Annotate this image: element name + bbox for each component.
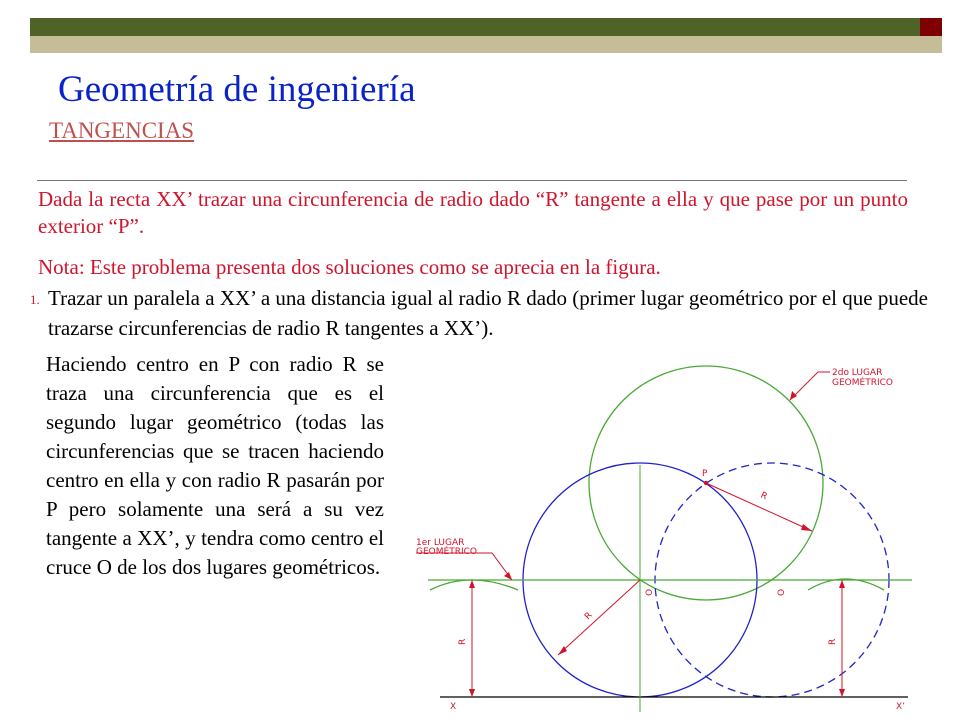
leader-1er-arrow: [504, 572, 512, 580]
locus-arc-right: [808, 579, 884, 590]
explanation-text: Haciendo centro en P con radio R se traza una circunferencia que es el segundo lugar geométrico (todas las circunferencias que se tracen haciendo centro en ella y con radio R pasarán por P pero solamente una será a su vez tangente a XX’, y tendra como centro el cruce O de los dos lugares geométricos.: [46, 352, 384, 579]
label-x-prime: X’: [896, 702, 906, 712]
radius-p: [706, 483, 812, 531]
label-r-right: R: [828, 638, 838, 645]
label-o-left: O: [645, 588, 655, 596]
dim-arrow-left-top: [469, 580, 475, 588]
radius-o: [558, 580, 640, 655]
label-1er-lugar-1: 1er LUGAR: [416, 538, 465, 548]
step-text: Trazar un paralela a XX’ a una distancia igual al radio R dado (primer lugar geométrico por el que puede trazarse circunferencias de radio R tangentes a XX’).: [48, 286, 928, 340]
page-title: Geometría de ingeniería: [58, 69, 416, 110]
label-r-left: R: [458, 638, 468, 645]
dim-arrow-left-bottom: [469, 689, 475, 697]
section-subtitle: TANGENCIAS: [49, 118, 195, 143]
dim-arrow-right-bottom: [839, 689, 845, 697]
leader-1er: [416, 553, 512, 580]
step-number: 1.: [30, 292, 40, 307]
label-p: P: [702, 469, 708, 479]
label-r-top: R: [758, 490, 769, 503]
locus-arc-left: [430, 580, 518, 590]
label-o-right: O: [777, 588, 787, 596]
leader-2do-arrow: [790, 391, 797, 400]
label-1er-lugar-2: GEOMÉTRICO: [416, 547, 477, 557]
radius-p-arrow: [801, 524, 812, 531]
label-2do-lugar-1: 2do LUGAR: [832, 368, 883, 378]
label-2do-lugar-2: GEOMÉTRICO: [832, 378, 893, 388]
point-p: [704, 481, 708, 485]
label-r-diag: R: [583, 610, 595, 623]
label-x: X: [450, 702, 457, 712]
problem-statement: Dada la recta XX’ trazar una circunferencia de radio dado “R” tangente a ella y que pase por un punto exterior “P”.: [38, 187, 908, 238]
problem-note: Nota: Este problema presenta dos soluciones como se aprecia en la figura.: [38, 255, 661, 279]
dim-arrow-right-top: [839, 580, 845, 588]
